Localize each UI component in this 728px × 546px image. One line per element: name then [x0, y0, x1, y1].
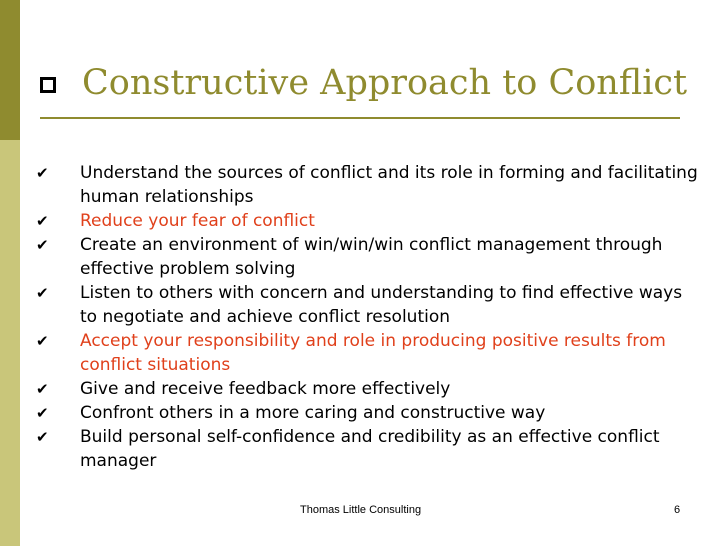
checkmark-icon: ✔ [36, 332, 49, 350]
slide-title: Constructive Approach to Conflict [82, 63, 688, 103]
page-number: 6 [674, 504, 681, 516]
slide-side-bar-accent [0, 0, 20, 140]
list-item-text: Create an environment of win/win/win conflict management through effective problem solving [80, 235, 663, 279]
list-item [36, 425, 701, 473]
slide-side-bar [0, 0, 20, 546]
list-item-text: Confront others in a more caring and constructive way [80, 403, 546, 423]
list-item-text: Listen to others with concern and understanding to find effective ways to negotiate and achieve conflict resolution [80, 283, 683, 327]
title-divider [40, 117, 680, 119]
hollow-square-icon [40, 77, 56, 93]
list-item [36, 161, 701, 209]
checkmark-icon: ✔ [36, 212, 49, 230]
checkmark-icon: ✔ [36, 380, 49, 398]
checkmark-icon: ✔ [36, 404, 49, 422]
checkmark-icon: ✔ [36, 284, 49, 302]
bullet-list [36, 161, 701, 473]
list-item-text: Build personal self-confidence and credibility as an effective conflict manager [80, 427, 660, 471]
list-item [36, 401, 701, 425]
list-item-text: Reduce your fear of conflict [80, 211, 315, 231]
list-item [36, 209, 701, 233]
list-item-text: Give and receive feedback more effectively [80, 379, 451, 399]
list-item [36, 377, 701, 401]
list-item-text: Understand the sources of conflict and its role in forming and facilitating human relationships [80, 163, 698, 207]
checkmark-icon: ✔ [36, 164, 49, 182]
list-item-text: Accept your responsibility and role in producing positive results from conflict situations [80, 331, 666, 375]
footer-text: Thomas Little Consulting [300, 504, 422, 516]
list-item [36, 281, 701, 329]
list-item [36, 329, 701, 377]
list-item [36, 233, 701, 281]
checkmark-icon: ✔ [36, 428, 49, 446]
checkmark-icon: ✔ [36, 236, 49, 254]
